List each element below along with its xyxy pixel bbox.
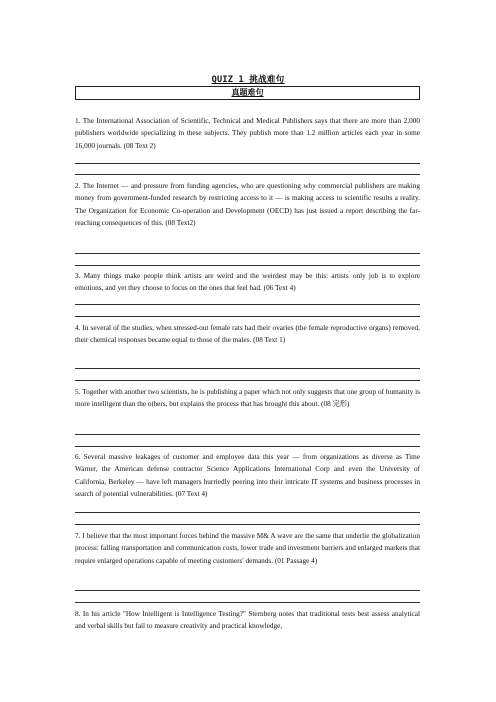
question-3-text-b: only job is to explore emotions, and yet they choose to focus on the ones that feel bad. (06 Text 4) bbox=[75, 272, 420, 293]
quiz-title-text: QUIZ 1 挑战难句 bbox=[211, 75, 285, 85]
answer-line bbox=[75, 304, 420, 305]
answer-line bbox=[75, 434, 420, 435]
question-3-text-a: 3. Many things make people think artists are weird and the weirdest may be this: artists bbox=[75, 272, 349, 280]
answer-line bbox=[75, 265, 420, 266]
answer-line bbox=[75, 602, 420, 603]
section-header-box bbox=[75, 86, 420, 100]
answer-line bbox=[75, 174, 420, 175]
question-3-apostrophe: ' bbox=[348, 271, 350, 277]
question-8: 8. In his article "How Intelligent is Intelligence Testing?" Sternberg notes that traditional tests best assess analytical and verbal skills but fail to measure creativity and practical knowledge, bbox=[75, 610, 420, 631]
question-2: 2. The Internet — and pressure from funding agencies, who are questioning why commercial publishers are making money from government-funded research by restricting access to it — is making access to scientific results a reality. The Organization for Economic Co-operation and Development (OECD) has just issued a report describing the far-reaching consequences of this. (08 Text2) bbox=[75, 182, 420, 227]
question-1: 1. The International Association of Scientific, Technical and Medical Publishers says that there are more than 2,000 publishers worldwide specializing in these subjects. They publish more than 1.2 million articles each year in some 16,000 journals. (08 Text 2) bbox=[75, 117, 420, 150]
question-7: 7. I believe that the most important forces behind the massive M& A wave are the same that underlie the globalization process: falling transportation and communication costs, lower trade and investment barriers and enlarged markets that require enlarged operations capable of meeting customers' demands. (01 Passage 4) bbox=[75, 532, 420, 565]
answer-line bbox=[75, 512, 420, 513]
question-4: 4. In several of the studies, when stressed-out female rats had their ovaries (the female reproductive organs) removed, their chemical responses became equal to those of the males. (08 Text 1) bbox=[75, 324, 420, 345]
question-5: 5. Together with another two scientists, he is publishing a paper which not only suggests that one group of humanity is more intelligent than the others, but explains the process that has brought this about. (08 完形) bbox=[75, 388, 420, 409]
section-header-text: 真题难句 bbox=[231, 88, 264, 97]
question-6: 6. Several massive leakages of customer and employee data this year — from organizations as diverse as Time Warner, the American defense contractor Science Applications International Corp and even the University of California, Berkeley — have left managers hurriedly peering into their intricate IT systems and business processes in search of potential vulnerabilities. (07 Text 4) bbox=[75, 453, 420, 498]
answer-line bbox=[75, 368, 420, 369]
answer-line bbox=[75, 380, 420, 381]
question-3 bbox=[75, 270, 420, 295]
answer-line bbox=[75, 163, 420, 164]
answer-line bbox=[75, 446, 420, 447]
answer-line bbox=[75, 590, 420, 591]
quiz-title bbox=[0, 73, 496, 85]
answer-line bbox=[75, 253, 420, 254]
answer-line bbox=[75, 524, 420, 525]
answer-line bbox=[75, 316, 420, 317]
